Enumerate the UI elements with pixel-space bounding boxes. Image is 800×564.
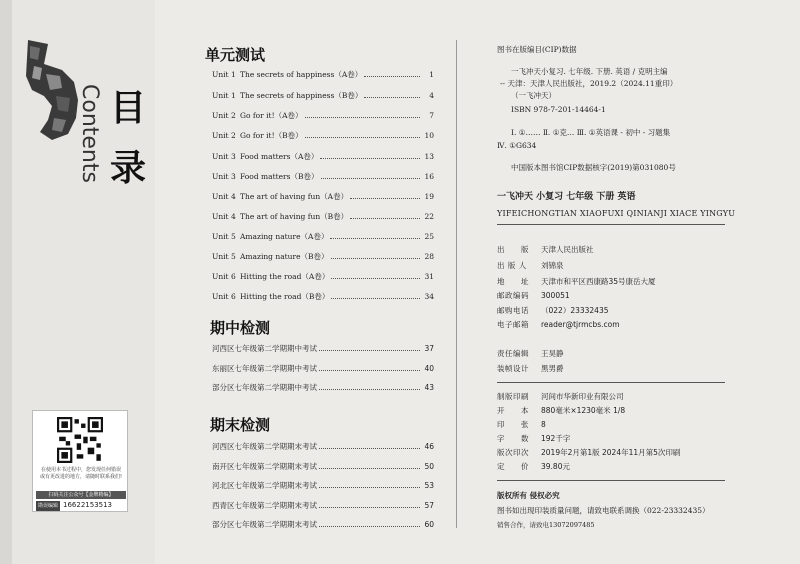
section-title-midterm: 期中检测 xyxy=(210,319,271,337)
toc-unit: Unit 3 xyxy=(212,172,236,181)
toc-unit: Unit 3 xyxy=(212,152,236,161)
print-row xyxy=(497,390,624,403)
toc-leader xyxy=(319,480,420,488)
sales-contact: 销售合作，请致电13072097485 xyxy=(497,521,595,529)
toc-row[interactable] xyxy=(212,90,434,102)
toc-title: 河西区七年级第二学期期中考试 xyxy=(212,344,317,353)
qr-code-icon[interactable] xyxy=(57,417,103,463)
print-key: 制版印刷 xyxy=(497,392,529,401)
cip-line1: 一飞冲天小复习. 七年级. 下册. 英语 / 克明主编 xyxy=(511,67,668,76)
print-key: 版次印次 xyxy=(497,448,529,457)
toc-row[interactable] xyxy=(212,130,434,142)
toc-page: 34 xyxy=(424,292,434,301)
toc-page: 22 xyxy=(424,212,434,221)
rule xyxy=(497,480,725,481)
copyright: 版权所有 侵权必究 xyxy=(497,491,560,500)
toc-row[interactable] xyxy=(212,271,434,283)
publish-row xyxy=(497,318,620,331)
toc-row[interactable] xyxy=(212,211,434,223)
qr-card-phone xyxy=(36,500,126,510)
toc-row[interactable] xyxy=(212,291,434,303)
toc-page: 25 xyxy=(424,232,434,241)
qr-card-phone-tag: 勘误编辑 xyxy=(38,503,59,509)
toc-title: The secrets of happiness（A卷） xyxy=(240,70,363,79)
toc-row[interactable] xyxy=(212,231,434,243)
toc-page: 16 xyxy=(424,172,434,181)
toc-title: 部分区七年级第二学期期中考试 xyxy=(212,383,317,392)
print-value: 880毫米×1230毫米 1/8 xyxy=(541,406,626,415)
publish-row xyxy=(497,259,564,272)
toc-row[interactable] xyxy=(212,461,434,473)
toc-row[interactable] xyxy=(212,382,434,394)
toc-title: The secrets of happiness（B卷） xyxy=(240,91,363,100)
toc-unit: Unit 4 xyxy=(212,192,236,201)
toc-title: 东丽区七年级第二学期期中考试 xyxy=(212,364,317,373)
left-strip xyxy=(0,0,155,564)
qr-card-text-line1: 在使用本书过程中，您发现任何错误 xyxy=(40,467,121,473)
toc-row[interactable] xyxy=(212,500,434,512)
toc-leader xyxy=(331,271,420,279)
print-value: 8 xyxy=(541,420,546,429)
toc-leader xyxy=(319,382,420,390)
toc-leader xyxy=(320,151,420,159)
cip-line2: -- 天津：天津人民出版社，2019.2（2024.11重印） xyxy=(500,79,678,88)
print-key: 开 本 xyxy=(497,406,529,415)
publish-key: 地 址 xyxy=(497,277,529,286)
toc-page: 31 xyxy=(424,272,434,281)
editor-value: 黑男爵 xyxy=(541,364,564,373)
toc-leader xyxy=(350,191,420,199)
camouflage-logo-icon xyxy=(22,40,80,140)
toc-page: 53 xyxy=(424,481,434,490)
toc-title: Hitting the road（B卷） xyxy=(240,292,330,301)
toc-page: 19 xyxy=(424,192,434,201)
contents-title-en: Contents xyxy=(77,84,102,183)
toc-page: 40 xyxy=(424,364,434,373)
print-key: 定 价 xyxy=(497,462,529,471)
qr-card-phone-number: 16622153513 xyxy=(63,501,113,509)
print-value: 192千字 xyxy=(541,434,571,443)
cip-line3: （一飞冲天） xyxy=(511,91,556,100)
toc-row[interactable] xyxy=(212,519,434,531)
publish-value: reader@tjrmcbs.com xyxy=(541,320,620,329)
toc-title: 西青区七年级第二学期期末考试 xyxy=(212,501,317,510)
toc-page: 4 xyxy=(429,91,434,100)
print-value: 河间市华新印业有限公司 xyxy=(541,392,624,401)
toc-unit: Unit 4 xyxy=(212,212,236,221)
rule xyxy=(497,382,725,383)
toc-title: The art of having fun（B卷） xyxy=(240,212,349,221)
toc-leader xyxy=(319,343,420,351)
qr-card xyxy=(32,410,128,512)
toc-unit: Unit 2 xyxy=(212,131,236,140)
cip-isbn: ISBN 978-7-201-14464-1 xyxy=(511,105,606,114)
toc-title: 部分区七年级第二学期期末考试 xyxy=(212,520,317,529)
toc-page: 50 xyxy=(424,462,434,471)
publish-row xyxy=(497,289,570,302)
qr-card-text-line2: 或有更改进的地方，请随时联系我们! xyxy=(39,474,122,480)
toc-page: 37 xyxy=(424,344,434,353)
toc-unit: Unit 2 xyxy=(212,111,236,120)
publish-key: 邮购电话 xyxy=(497,306,529,315)
toc-leader xyxy=(319,461,420,469)
publish-row xyxy=(497,304,609,317)
toc-page: 43 xyxy=(424,383,434,392)
qr-card-text xyxy=(37,467,125,481)
column-divider xyxy=(456,40,457,528)
toc-leader xyxy=(319,500,420,508)
toc-page: 10 xyxy=(424,131,434,140)
toc-row[interactable] xyxy=(212,441,434,453)
toc-leader xyxy=(319,519,420,527)
print-key: 字 数 xyxy=(497,434,529,443)
editor-row xyxy=(497,362,564,375)
toc-leader xyxy=(364,69,420,77)
toc-title: Hitting the road（A卷） xyxy=(240,272,330,281)
publish-row xyxy=(497,275,656,288)
print-key: 印 张 xyxy=(497,420,529,429)
contents-title-char-2: 录 xyxy=(110,148,147,189)
toc-leader xyxy=(305,110,421,118)
publish-value: 刘锦泉 xyxy=(541,261,564,270)
editor-key: 责任编辑 xyxy=(497,349,529,358)
toc-page: 57 xyxy=(424,501,434,510)
cip-class2: Ⅳ. ①G634 xyxy=(497,141,537,150)
toc-leader xyxy=(331,251,420,259)
toc-leader xyxy=(364,90,420,98)
toc-title: Amazing nature（A卷） xyxy=(240,232,329,241)
toc-page: 13 xyxy=(424,152,434,161)
toc-page: 46 xyxy=(424,442,434,451)
publish-key: 电子邮箱 xyxy=(497,320,529,329)
section-title-unit-tests: 单元测试 xyxy=(205,46,266,64)
toc-leader xyxy=(305,130,420,138)
toc-leader xyxy=(319,363,420,371)
toc-page: 28 xyxy=(424,252,434,261)
qr-card-bar: 扫码关注公众号【金牌精编】 xyxy=(36,491,126,499)
toc-row[interactable] xyxy=(212,343,434,355)
toc-leader xyxy=(321,171,420,179)
strip-edge xyxy=(0,0,12,564)
publish-row xyxy=(497,243,594,256)
cip-class1: Ⅰ. ①…… Ⅱ. ①克… Ⅲ. ①英语课 - 初中 - 习题集 xyxy=(511,128,671,137)
toc-title: Food matters（B卷） xyxy=(240,172,319,181)
toc-unit: Unit 1 xyxy=(212,70,236,79)
toc-title: Go for it!（B卷） xyxy=(240,131,303,140)
book-pinyin: YIFEICHONGTIAN XIAOFUXI QINIANJI XIACE YINGYU xyxy=(497,209,736,218)
toc-title: 河北区七年级第二学期期末考试 xyxy=(212,481,317,490)
toc-row[interactable] xyxy=(212,171,434,183)
toc-row[interactable] xyxy=(212,251,434,263)
toc-unit: Unit 5 xyxy=(212,232,236,241)
section-title-final: 期末检测 xyxy=(210,416,271,434)
toc-unit: Unit 6 xyxy=(212,292,236,301)
publish-value: 300051 xyxy=(541,291,570,300)
publish-value: 天津人民出版社 xyxy=(541,245,594,254)
toc-row[interactable] xyxy=(212,191,434,203)
toc-title: Food matters（A卷） xyxy=(240,152,319,161)
toc-row[interactable] xyxy=(212,151,434,163)
cip-title: 图书在版编目(CIP)数据 xyxy=(497,45,577,54)
print-row xyxy=(497,404,625,417)
publish-key: 出 版 人 xyxy=(497,261,527,270)
editor-value: 王昊静 xyxy=(541,349,564,358)
toc-unit: Unit 1 xyxy=(212,91,236,100)
toc-leader xyxy=(330,231,420,239)
cip-record: 中国版本图书馆CIP数据核字(2019)第031080号 xyxy=(511,163,676,172)
editor-row xyxy=(497,347,564,360)
toc-title: Amazing nature（B卷） xyxy=(240,252,329,261)
print-row xyxy=(497,418,546,431)
toc-unit: Unit 5 xyxy=(212,252,236,261)
book-title: 一飞冲天 小复习 七年级 下册 英语 xyxy=(497,192,636,202)
toc-unit: Unit 6 xyxy=(212,272,236,281)
toc-row[interactable] xyxy=(212,110,434,122)
toc-page: 7 xyxy=(429,111,434,120)
print-row xyxy=(497,432,570,445)
publish-key: 出 版 xyxy=(497,245,529,254)
publish-key: 邮政编码 xyxy=(497,291,529,300)
toc-page: 60 xyxy=(424,520,434,529)
toc-row[interactable] xyxy=(212,69,434,81)
toc-title: The art of having fun（A卷） xyxy=(240,192,349,201)
print-row xyxy=(497,446,680,459)
editor-key: 装帧设计 xyxy=(497,364,529,373)
toc-leader xyxy=(319,441,420,449)
toc-row[interactable] xyxy=(212,480,434,492)
publish-value: 天津市和平区西康路35号康岳大厦 xyxy=(541,277,656,286)
toc-title: 河西区七年级第二学期期末考试 xyxy=(212,442,317,451)
print-row xyxy=(497,460,570,473)
contents-title-char-1: 目 xyxy=(110,88,147,129)
toc-leader xyxy=(350,211,420,219)
toc-row[interactable] xyxy=(212,363,434,375)
toc-title: 南开区七年级第二学期期末考试 xyxy=(212,462,317,471)
quality-notice: 图书如出现印装质量问题，请致电联系调换（022-23332435） xyxy=(497,506,710,515)
rule xyxy=(497,224,725,225)
toc-leader xyxy=(331,291,420,299)
print-value: 2019年2月第1版 2024年11月第5次印刷 xyxy=(541,448,681,457)
toc-title: Go for it!（A卷） xyxy=(240,111,303,120)
toc-page: 1 xyxy=(429,70,434,79)
publish-value: （022）23332435 xyxy=(541,306,609,315)
print-value: 39.80元 xyxy=(541,462,570,471)
